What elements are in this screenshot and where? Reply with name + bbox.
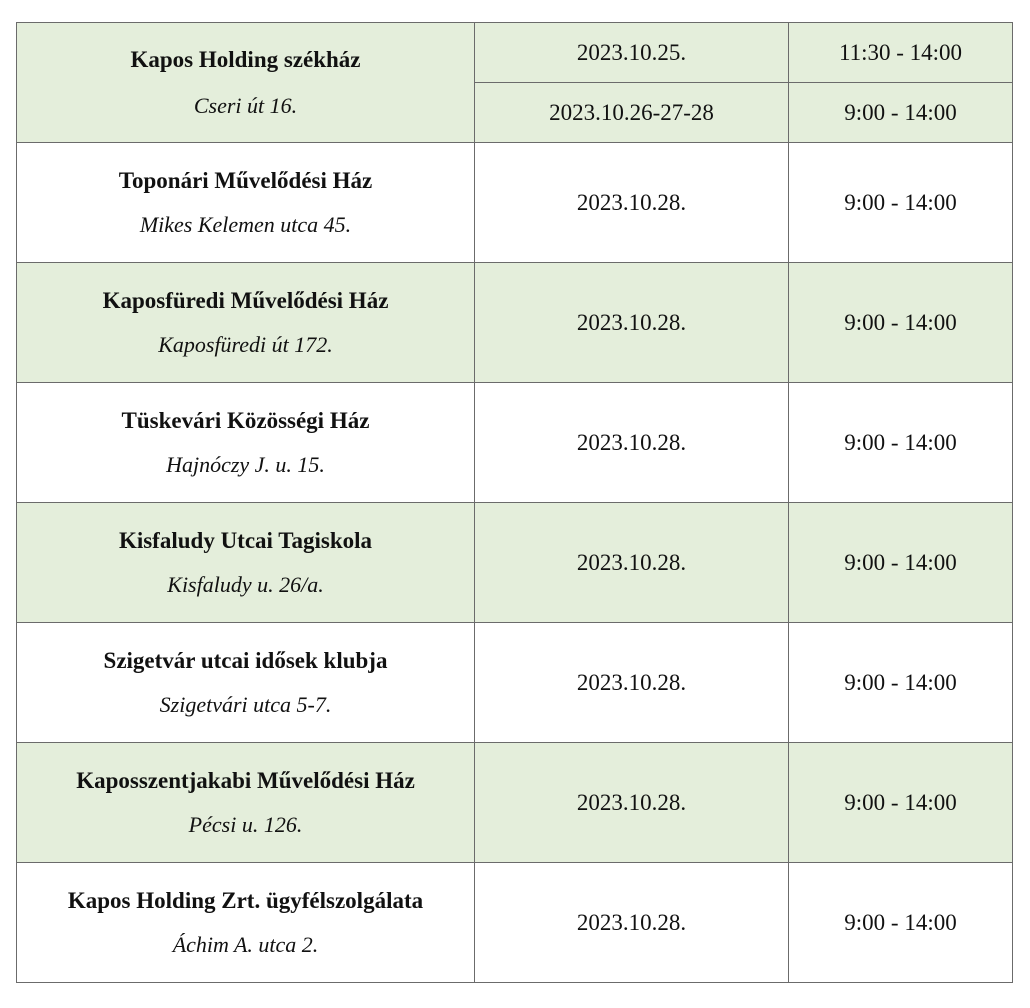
time-value: 9:00 - 14:00 bbox=[844, 789, 957, 815]
date-value: 2023.10.28. bbox=[576, 309, 687, 335]
date-cell bbox=[475, 23, 789, 83]
time-cell bbox=[789, 503, 1013, 623]
location-cell bbox=[17, 743, 475, 863]
date-cell bbox=[475, 623, 789, 743]
location-cell bbox=[17, 623, 475, 743]
time-cell bbox=[789, 83, 1013, 143]
time-value: 9:00 - 14:00 bbox=[844, 189, 957, 215]
location-cell bbox=[17, 143, 475, 263]
table-row bbox=[17, 23, 1013, 83]
location-cell bbox=[17, 503, 475, 623]
location-cell bbox=[17, 383, 475, 503]
location-name: Kapos Holding Zrt. ügyfélszolgálata bbox=[67, 887, 424, 913]
time-cell bbox=[789, 863, 1013, 983]
date-value: 2023.10.28. bbox=[576, 669, 687, 695]
location-cell bbox=[17, 23, 475, 143]
location-address: Szigetvári utca 5-7. bbox=[159, 691, 332, 717]
date-value: 2023.10.28. bbox=[576, 189, 687, 215]
location-name: Szigetvár utcai idősek klubja bbox=[103, 647, 388, 673]
location-address: Kaposfüredi út 172. bbox=[158, 331, 333, 357]
date-value: 2023.10.28. bbox=[576, 429, 687, 455]
date-value: 2023.10.28. bbox=[576, 909, 687, 935]
location-address: Hajnóczy J. u. 15. bbox=[166, 451, 325, 477]
time-cell bbox=[789, 263, 1013, 383]
location-name: Kaposfüredi Művelődési Ház bbox=[102, 287, 389, 313]
table-row bbox=[17, 503, 1013, 623]
time-value: 11:30 - 14:00 bbox=[838, 39, 963, 65]
location-name: Toponári Művelődési Ház bbox=[118, 167, 373, 193]
location-address: Cseri út 16. bbox=[193, 92, 298, 118]
location-name: Kapos Holding székház bbox=[130, 46, 361, 72]
date-cell bbox=[475, 83, 789, 143]
date-value: 2023.10.28. bbox=[576, 789, 687, 815]
table-row bbox=[17, 143, 1013, 263]
date-cell bbox=[475, 743, 789, 863]
location-address: Pécsi u. 126. bbox=[188, 811, 303, 837]
date-value: 2023.10.25. bbox=[576, 39, 687, 65]
time-value: 9:00 - 14:00 bbox=[844, 309, 957, 335]
location-address: Kisfaludy u. 26/a. bbox=[167, 571, 324, 597]
table-row bbox=[17, 863, 1013, 983]
location-address: Áchim A. utca 2. bbox=[172, 931, 319, 957]
time-value: 9:00 - 14:00 bbox=[844, 909, 957, 935]
date-cell bbox=[475, 143, 789, 263]
table-row bbox=[17, 743, 1013, 863]
date-cell bbox=[475, 383, 789, 503]
date-cell bbox=[475, 503, 789, 623]
table-row bbox=[17, 263, 1013, 383]
time-value: 9:00 - 14:00 bbox=[844, 99, 957, 125]
time-value: 9:00 - 14:00 bbox=[844, 669, 957, 695]
date-value: 2023.10.28. bbox=[576, 549, 687, 575]
time-cell bbox=[789, 383, 1013, 503]
location-name: Tüskevári Közösségi Ház bbox=[121, 407, 370, 433]
time-cell bbox=[789, 623, 1013, 743]
date-cell bbox=[475, 863, 789, 983]
table-row bbox=[17, 623, 1013, 743]
location-cell bbox=[17, 263, 475, 383]
time-value: 9:00 - 14:00 bbox=[844, 429, 957, 455]
location-name: Kisfaludy Utcai Tagiskola bbox=[118, 527, 373, 553]
schedule-table bbox=[16, 22, 1013, 983]
date-value: 2023.10.26-27-28 bbox=[549, 99, 714, 125]
location-cell bbox=[17, 863, 475, 983]
location-address: Mikes Kelemen utca 45. bbox=[139, 211, 352, 237]
time-cell bbox=[789, 143, 1013, 263]
location-name: Kaposszentjakabi Művelődési Ház bbox=[76, 767, 415, 793]
time-cell bbox=[789, 743, 1013, 863]
table-row bbox=[17, 383, 1013, 503]
time-value: 9:00 - 14:00 bbox=[844, 549, 957, 575]
date-cell bbox=[475, 263, 789, 383]
time-cell bbox=[789, 23, 1013, 83]
